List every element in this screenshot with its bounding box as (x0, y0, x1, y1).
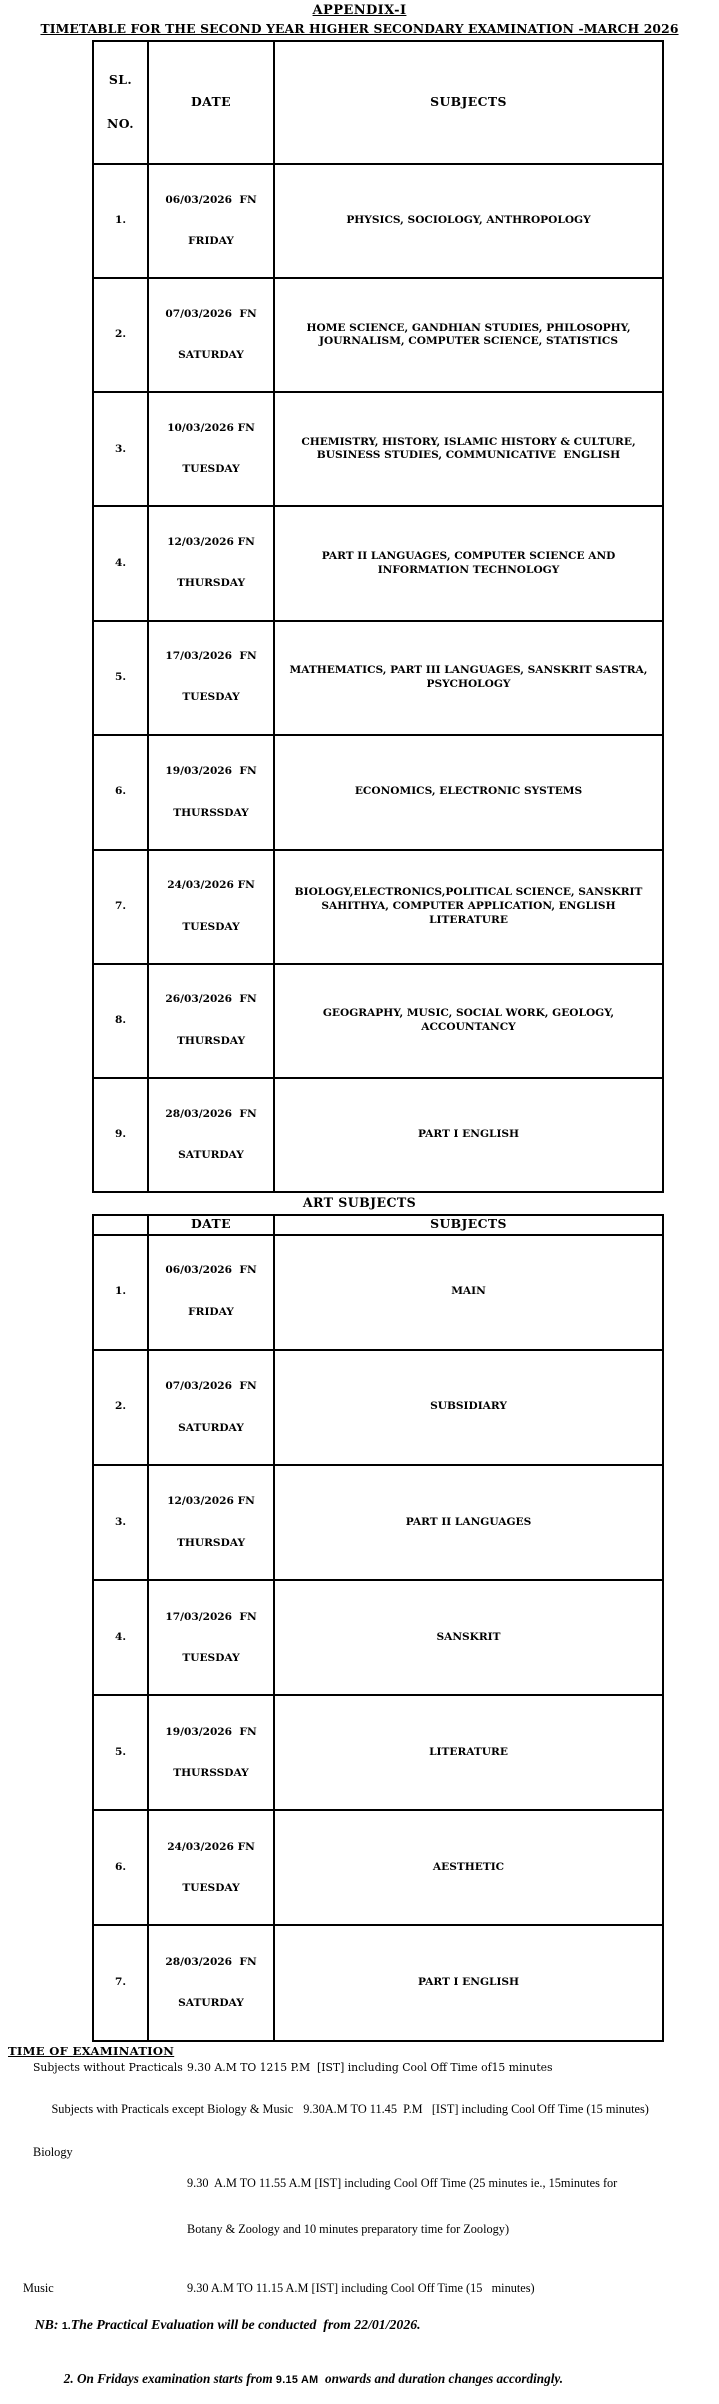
sl-cell: 3. (93, 1465, 148, 1580)
date-text: 17/03/2026 FN (165, 1610, 257, 1623)
date-cell (148, 164, 274, 278)
sl-cell: 1. (93, 164, 148, 278)
time-value-line1: 9.30 A.M TO 11.55 A.M [IST] including Cool Off Time (25 minutes ie., 15minutes for (187, 2175, 618, 2190)
day-text: THURSDAY (176, 1034, 246, 1047)
date-cell (148, 506, 274, 620)
exam-timetable-title: TIMETABLE FOR THE SECOND YEAR HIGHER SECONDARY EXAMINATION -MARCH 2026 (40, 20, 679, 36)
date-text: 10/03/2026 FN (167, 421, 255, 434)
table-row (93, 392, 663, 506)
date-cell (148, 392, 274, 506)
sl-cell: 4. (93, 1580, 148, 1695)
subjects-cell: SUBSIDIARY (274, 1350, 663, 1465)
table-row (93, 850, 663, 964)
col-header-subjects: SUBJECTS (274, 1215, 663, 1235)
col-header-date: DATE (148, 41, 274, 164)
col-header-date: DATE (148, 1215, 274, 1235)
table-row (93, 1235, 663, 1350)
table-row (93, 1078, 663, 1192)
table-row (93, 1810, 663, 1925)
day-text: TUESDAY (182, 691, 240, 704)
date-cell (148, 1580, 274, 1695)
date-text: 07/03/2026 FN (165, 307, 257, 320)
time-label: Subjects with Practicals except Biology & Music (51, 2102, 294, 2117)
table-row (93, 506, 663, 620)
date-cell (148, 1350, 274, 1465)
time-value: 9.30 A.M TO 1215 P.M [IST] including Cool Off Time of15 minutes (187, 2060, 553, 2074)
sl-cell: 6. (93, 1810, 148, 1925)
sl-cell: 1. (93, 1235, 148, 1350)
subjects-cell: ECONOMICS, ELECTRONIC SYSTEMS (274, 735, 663, 850)
table-row (93, 278, 663, 392)
time-row-biology (0, 2145, 719, 2268)
subjects-cell: AESTHETIC (274, 1810, 663, 1925)
subjects-cell: HOME SCIENCE, GANDHIAN STUDIES, PHILOSOPHY, JOURNALISM, COMPUTER SCIENCE, STATISTICS (274, 278, 663, 392)
day-text: THURSSDAY (173, 806, 249, 819)
table-row (93, 1580, 663, 1695)
nb-notes-section (0, 2298, 719, 2403)
date-cell (148, 1078, 274, 1192)
date-text: 24/03/2026 FN (167, 1840, 255, 1853)
day-text: SATURDAY (178, 1421, 244, 1434)
subjects-cell: CHEMISTRY, HISTORY, ISLAMIC HISTORY & CULTURE, BUSINESS STUDIES, COMMUNICATIVE ENGLISH (274, 392, 663, 506)
time-row-without-practicals (0, 2061, 719, 2074)
subjects-cell: SANSKRIT (274, 1580, 663, 1695)
date-text: 28/03/2026 FN (165, 1107, 257, 1120)
nb-note-2-number: 2. (63, 2370, 74, 2386)
day-text: SATURDAY (178, 1148, 244, 1161)
subjects-cell: BIOLOGY,ELECTRONICS,POLITICAL SCIENCE, SANSKRIT SAHITHYA, COMPUTER APPLICATION, ENGLISH LITERATURE (274, 850, 663, 964)
date-text: 26/03/2026 FN (165, 993, 257, 1006)
sl-cell: 5. (93, 621, 148, 735)
sl-header-line1: SL. (108, 71, 133, 87)
date-text: 17/03/2026 FN (165, 650, 257, 663)
nb-label: NB: (34, 2316, 62, 2332)
day-text: THURSSDAY (173, 1767, 249, 1779)
day-text: SATURDAY (178, 1997, 244, 2010)
date-cell (148, 621, 274, 735)
subjects-cell: PART II LANGUAGES (274, 1465, 663, 1580)
subjects-cell: PART I ENGLISH (274, 1925, 663, 2040)
sl-cell: 9. (93, 1078, 148, 1192)
art-subjects-title: ART SUBJECTS (302, 1195, 417, 1211)
day-text: TUESDAY (182, 920, 240, 933)
time-value: 9.30 A.M TO 11.15 A.M [IST] including Cool Off Time (15 minutes) (187, 2280, 535, 2295)
date-cell (148, 1810, 274, 1925)
table-row (93, 1695, 663, 1810)
date-cell (148, 1695, 274, 1810)
sl-cell: 3. (93, 392, 148, 506)
col-header-sl-no (93, 41, 148, 164)
time-label: Biology (33, 2145, 73, 2160)
sl-cell: 6. (93, 735, 148, 850)
sl-cell: 4. (93, 506, 148, 620)
nb-note-2-text-after: onwards and duration changes accordingly. (318, 2370, 564, 2386)
subjects-cell: PART I ENGLISH (274, 1078, 663, 1192)
subjects-cell: MAIN (274, 1235, 663, 1350)
main-timetable-table (92, 40, 664, 1193)
nb-note-1-text: The Practical Evaluation will be conducted from 22/01/2026. (70, 2316, 421, 2332)
subjects-cell: MATHEMATICS, PART III LANGUAGES, SANSKRIT SASTRA, PSYCHOLOGY (274, 621, 663, 735)
time-row-with-practicals (0, 2087, 719, 2133)
sl-header-line2: NO. (107, 116, 134, 132)
date-text: 07/03/2026 FN (165, 1380, 257, 1393)
table-row (93, 964, 663, 1078)
date-cell (148, 735, 274, 850)
time-label: Music (23, 2280, 54, 2295)
day-text: TUESDAY (182, 463, 240, 476)
date-text: 19/03/2026 FN (165, 1725, 257, 1738)
date-cell (148, 1465, 274, 1580)
sl-cell: 2. (93, 1350, 148, 1465)
table-row (93, 1350, 663, 1465)
day-text: TUESDAY (182, 1651, 240, 1664)
sl-cell: 7. (93, 1925, 148, 2040)
date-cell (148, 850, 274, 964)
time-of-examination-section (0, 2044, 719, 2297)
table-header-row (93, 41, 663, 164)
table-row (93, 735, 663, 850)
time-of-examination-heading: TIME OF EXAMINATION (8, 2043, 175, 2058)
date-text: 06/03/2026 FN (165, 193, 257, 206)
time-value (187, 2145, 713, 2268)
sl-cell: 5. (93, 1695, 148, 1810)
day-text: TUESDAY (182, 1882, 240, 1895)
date-text: 28/03/2026 FN (165, 1955, 257, 1968)
date-cell (148, 278, 274, 392)
table-row (93, 1925, 663, 2040)
table-header-row (93, 1215, 663, 1235)
day-text: THURSDAY (176, 577, 246, 590)
day-text: FRIDAY (188, 1305, 234, 1318)
nb-note-2 (44, 2354, 719, 2404)
table-row (93, 164, 663, 278)
day-text: SATURDAY (178, 349, 244, 362)
day-text: THURSDAY (176, 1536, 246, 1549)
subjects-cell: PHYSICS, SOCIOLOGY, ANTHROPOLOGY (274, 164, 663, 278)
subjects-cell: PART II LANGUAGES, COMPUTER SCIENCE AND INFORMATION TECHNOLOGY (274, 506, 663, 620)
subjects-cell: GEOGRAPHY, MUSIC, SOCIAL WORK, GEOLOGY, ACCOUNTANCY (274, 964, 663, 1078)
date-text: 06/03/2026 FN (165, 1264, 257, 1277)
sl-cell: 7. (93, 850, 148, 964)
date-text: 24/03/2026 FN (167, 879, 255, 892)
nb-note-2-text-before: On Fridays examination starts from (73, 2370, 276, 2386)
art-timetable-table (92, 1214, 664, 2042)
date-cell (148, 1235, 274, 1350)
sl-cell: 2. (93, 278, 148, 392)
subjects-cell: LITERATURE (274, 1695, 663, 1810)
table-row (93, 621, 663, 735)
table-row (93, 1465, 663, 1580)
day-text: FRIDAY (188, 234, 234, 247)
appendix-title: APPENDIX-I (312, 3, 407, 18)
nb-note-1 (14, 2298, 719, 2350)
time-label: Subjects without Practicals (33, 2060, 183, 2074)
nb-note-1-number: 1. (61, 2319, 71, 2332)
col-header-subjects: SUBJECTS (274, 41, 663, 164)
time-value: 9.30A.M TO 11.45 P.M [IST] including Cool Off Time (15 minutes) (303, 2102, 649, 2117)
date-text: 12/03/2026 FN (167, 1495, 255, 1508)
date-text: 19/03/2026 FN (165, 765, 257, 778)
date-text: 12/03/2026 FN (167, 535, 255, 548)
time-row-music (0, 2281, 719, 2296)
nb-note-2-time: 9.15 AM (275, 2373, 319, 2386)
date-cell (148, 964, 274, 1078)
time-value-line2: Botany & Zoology and 10 minutes preparatory time for Zoology) (187, 2221, 510, 2236)
sl-cell: 8. (93, 964, 148, 1078)
date-cell (148, 1925, 274, 2040)
col-header-empty (93, 1215, 148, 1235)
